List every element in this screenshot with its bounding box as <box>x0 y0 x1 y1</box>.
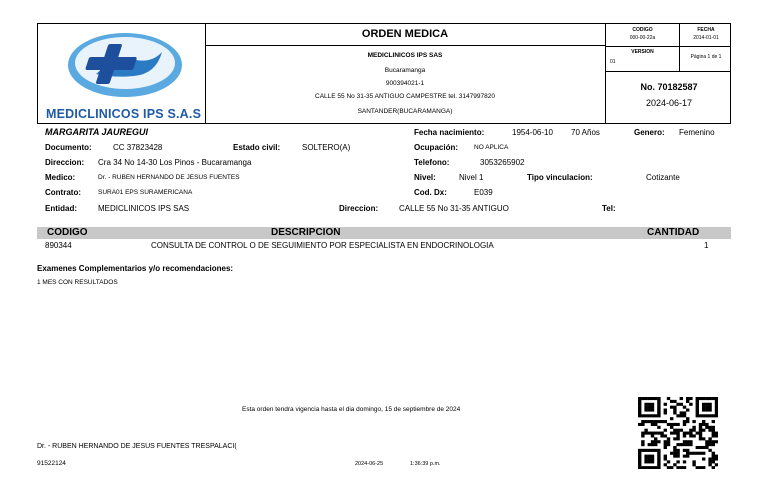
col-cantidad: CANTIDAD <box>647 227 700 238</box>
direccion-label: Direccion: <box>45 158 85 167</box>
genero-label: Genero: <box>634 128 665 137</box>
company-name: MEDICLINICOS IPS SAS <box>367 52 443 59</box>
company-nit: 900394021-1 <box>385 80 425 87</box>
row-cantidad: 1 <box>704 241 709 250</box>
codigo-label: CODIGO <box>632 27 653 33</box>
company-address: CALLE 55 No 31-35 ANTIGUO CAMPESTRE tel. 3147997820 <box>315 93 495 100</box>
codigo-value: 000-00-22a <box>629 35 656 41</box>
tipo-vinculacion-label: Tipo vinculacion: <box>527 173 593 182</box>
fecha-nacimiento-label: Fecha nacimiento: <box>414 128 485 137</box>
row-descripcion: CONSULTA DE CONTROL O DE SEGUIMIENTO POR ESPECIALISTA EN ENDOCRINOLOGIA <box>151 241 494 250</box>
qr-code <box>638 397 718 469</box>
edad-value: 70 Años <box>571 128 600 137</box>
cod-dx-value: E039 <box>474 188 493 197</box>
header-box <box>37 23 731 124</box>
version-value: 01 <box>610 59 616 65</box>
tel-label: Tel: <box>602 204 616 213</box>
row-codigo: 890344 <box>45 241 72 250</box>
entidad-direccion-value: CALLE 55 No 31-35 ANTIGUO <box>399 204 509 213</box>
exams-text: 1 MES CON RESULTADOS <box>37 279 118 286</box>
ocupacion-label: Ocupación: <box>414 143 459 152</box>
entidad-direccion-label: Direccion: <box>339 204 379 213</box>
contrato-value: SURA01 EPS SURAMERICANA <box>98 189 193 196</box>
footer-doctor-name: Dr. - RUBEN HERNANDO DE JESUS FUENTES TRESPALACI( <box>37 443 237 450</box>
col-codigo: CODIGO <box>47 227 88 238</box>
medico-value: Dr. - RUBEN HERNANDO DE JESUS FUENTES <box>98 174 240 181</box>
print-date: 2024-06-25 <box>355 461 384 467</box>
company-department: SANTANDER(BUCARAMANGA) <box>357 108 453 115</box>
qr-code-icon <box>638 397 718 469</box>
documento-label: Documento: <box>45 143 92 152</box>
tipo-vinculacion-value: Cotizante <box>646 173 680 182</box>
version-label: VERSION <box>631 49 654 55</box>
company-logo <box>66 30 184 100</box>
page-title: ORDEN MEDICA <box>361 28 449 40</box>
ocupacion-value: NO APLICA <box>474 144 509 151</box>
company-city: Bucaramanga <box>384 67 426 74</box>
footer-doctor-id: 91522124 <box>37 460 66 467</box>
exams-title: Examenes Complementarios y/o recomendaciones: <box>37 264 234 273</box>
cod-dx-label: Cod. Dx: <box>414 188 447 197</box>
nivel-label: Nivel: <box>414 173 436 182</box>
table-header-bar <box>37 227 731 239</box>
entidad-value: MEDICLINICOS IPS SAS <box>98 204 190 213</box>
patient-name: MARGARITA JAUREGUI <box>45 127 148 137</box>
print-time: 1:36:39 p.m. <box>410 461 441 467</box>
telefono-value: 3053265902 <box>480 158 525 167</box>
col-descripcion: DESCRIPCION <box>271 227 341 238</box>
fecha-nacimiento-value: 1954-06-10 <box>512 128 553 137</box>
order-number: No. 70182587 <box>640 82 698 92</box>
telefono-label: Telefono: <box>414 158 450 167</box>
page-number: Página 1 de 1 <box>690 54 722 60</box>
contrato-label: Contrato: <box>45 188 81 197</box>
order-date: 2024-06-17 <box>645 98 693 108</box>
cross-logo-icon <box>66 30 184 100</box>
estado-civil-label: Estado civil: <box>233 143 281 152</box>
direccion-value: Cra 34 No 14-30 Los Pinos - Bucaramanga <box>98 158 252 167</box>
nivel-value: Nivel 1 <box>459 173 484 182</box>
validity-note: Esta orden tendra vigencia hasta el dia domingo, 15 de septiembre de 2024 <box>242 406 461 413</box>
entidad-label: Entidad: <box>45 204 77 213</box>
documento-value: CC 37823428 <box>113 143 163 152</box>
fecha-value: 2014-01-01 <box>693 35 719 41</box>
fecha-label: FECHA <box>697 27 715 33</box>
estado-civil-value: SOLTERO(A) <box>302 143 351 152</box>
logo-text: MEDICLINICOS IPS S.A.S <box>46 107 202 121</box>
genero-value: Femenino <box>679 128 715 137</box>
medico-label: Medico: <box>45 173 76 182</box>
